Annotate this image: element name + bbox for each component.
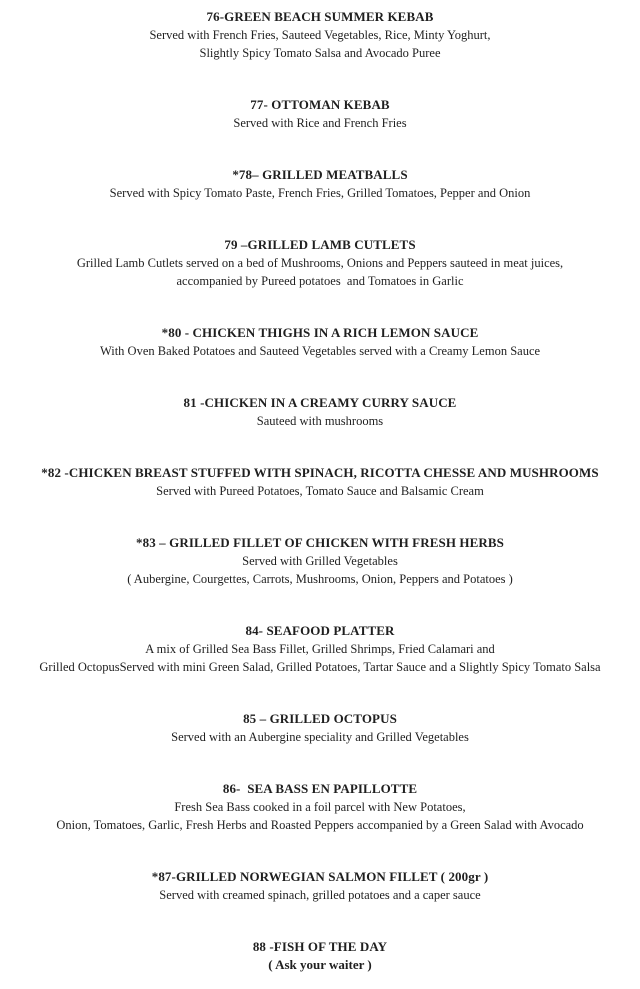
- menu-item: [0, 710, 640, 746]
- menu-item: [0, 868, 640, 904]
- menu-item-description-line: Served with Grilled Vegetables: [242, 554, 398, 568]
- menu-item: [0, 464, 640, 500]
- menu-item-title: *82 -CHICKEN BREAST STUFFED WITH SPINACH, RICOTTA CHESSE AND MUSHROOMS: [41, 465, 599, 480]
- menu-item-description-line: Served with French Fries, Sauteed Vegetables, Rice, Minty Yoghurt,: [149, 28, 491, 42]
- menu-item-description-line: Sauteed with mushrooms: [256, 414, 384, 428]
- menu-item-title: *80 - CHICKEN THIGHS IN A RICH LEMON SAUCE: [161, 325, 479, 340]
- menu-item-description-line: Served with Spicy Tomato Paste, French Fries, Grilled Tomatoes, Pepper and Onion: [109, 186, 531, 200]
- menu-item-description-line: Fresh Sea Bass cooked in a foil parcel with New Potatoes,: [174, 800, 466, 814]
- menu-item: [0, 166, 640, 202]
- menu-item-title: 85 – GRILLED OCTOPUS: [243, 711, 397, 726]
- menu-item-description-line: A mix of Grilled Sea Bass Fillet, Grilled Shrimps, Fried Calamari and: [145, 642, 495, 656]
- menu-item-title: 88 -FISH OF THE DAY: [252, 939, 388, 954]
- menu-item-description-line: Onion, Tomatoes, Garlic, Fresh Herbs and Roasted Peppers accompanied by a Green Salad with Avocado: [56, 818, 584, 832]
- menu-item-description-line: ( Aubergine, Courgettes, Carrots, Mushrooms, Onion, Peppers and Potatoes ): [127, 572, 513, 586]
- menu-item: [0, 236, 640, 290]
- menu-item-title: *78– GRILLED MEATBALLS: [232, 167, 408, 182]
- menu-list: [0, 8, 640, 974]
- menu-item: [0, 938, 640, 974]
- menu-item-description-line: With Oven Baked Potatoes and Sauteed Vegetables served with a Creamy Lemon Sauce: [99, 344, 541, 358]
- menu-item-title: 81 -CHICKEN IN A CREAMY CURRY SAUCE: [183, 395, 457, 410]
- menu-item-description-line: Served with an Aubergine speciality and Grilled Vegetables: [171, 730, 469, 744]
- menu-item: [0, 8, 640, 62]
- menu-item: [0, 534, 640, 588]
- menu-item-description-line: accompanied by Pureed potatoes and Tomatoes in Garlic: [176, 274, 464, 288]
- menu-item: [0, 96, 640, 132]
- menu-item-description-line: Served with Pureed Potatoes, Tomato Sauce and Balsamic Cream: [156, 484, 484, 498]
- menu-item: [0, 324, 640, 360]
- menu-item-title: 79 –GRILLED LAMB CUTLETS: [224, 237, 416, 252]
- menu-item: [0, 394, 640, 430]
- menu-item-title: 76-GREEN BEACH SUMMER KEBAB: [206, 9, 434, 24]
- menu-item: [0, 780, 640, 834]
- menu-item: [0, 622, 640, 676]
- menu-item-title: *83 – GRILLED FILLET OF CHICKEN WITH FRESH HERBS: [136, 535, 504, 550]
- menu-item-title: 84- SEAFOOD PLATTER: [245, 623, 395, 638]
- menu-item-description-line: Served with Rice and French Fries: [233, 116, 407, 130]
- menu-item-description-line: Grilled OctopusServed with mini Green Salad, Grilled Potatoes, Tartar Sauce and a Slightly Spicy Tomato Salsa: [39, 660, 601, 674]
- menu-item-title: 77- OTTOMAN KEBAB: [250, 97, 390, 112]
- menu-item-title: 86- SEA BASS EN PAPILLOTTE: [222, 781, 418, 796]
- menu-item-description-line: Served with creamed spinach, grilled potatoes and a caper sauce: [159, 888, 481, 902]
- menu-item-description-line: Slightly Spicy Tomato Salsa and Avocado Puree: [199, 46, 441, 60]
- menu-item-title: *87-GRILLED NORWEGIAN SALMON FILLET ( 200gr ): [151, 869, 489, 884]
- menu-item-description-line: Grilled Lamb Cutlets served on a bed of Mushrooms, Onions and Peppers sauteed in meat juices,: [76, 256, 564, 270]
- menu-item-description-line: ( Ask your waiter ): [268, 957, 372, 972]
